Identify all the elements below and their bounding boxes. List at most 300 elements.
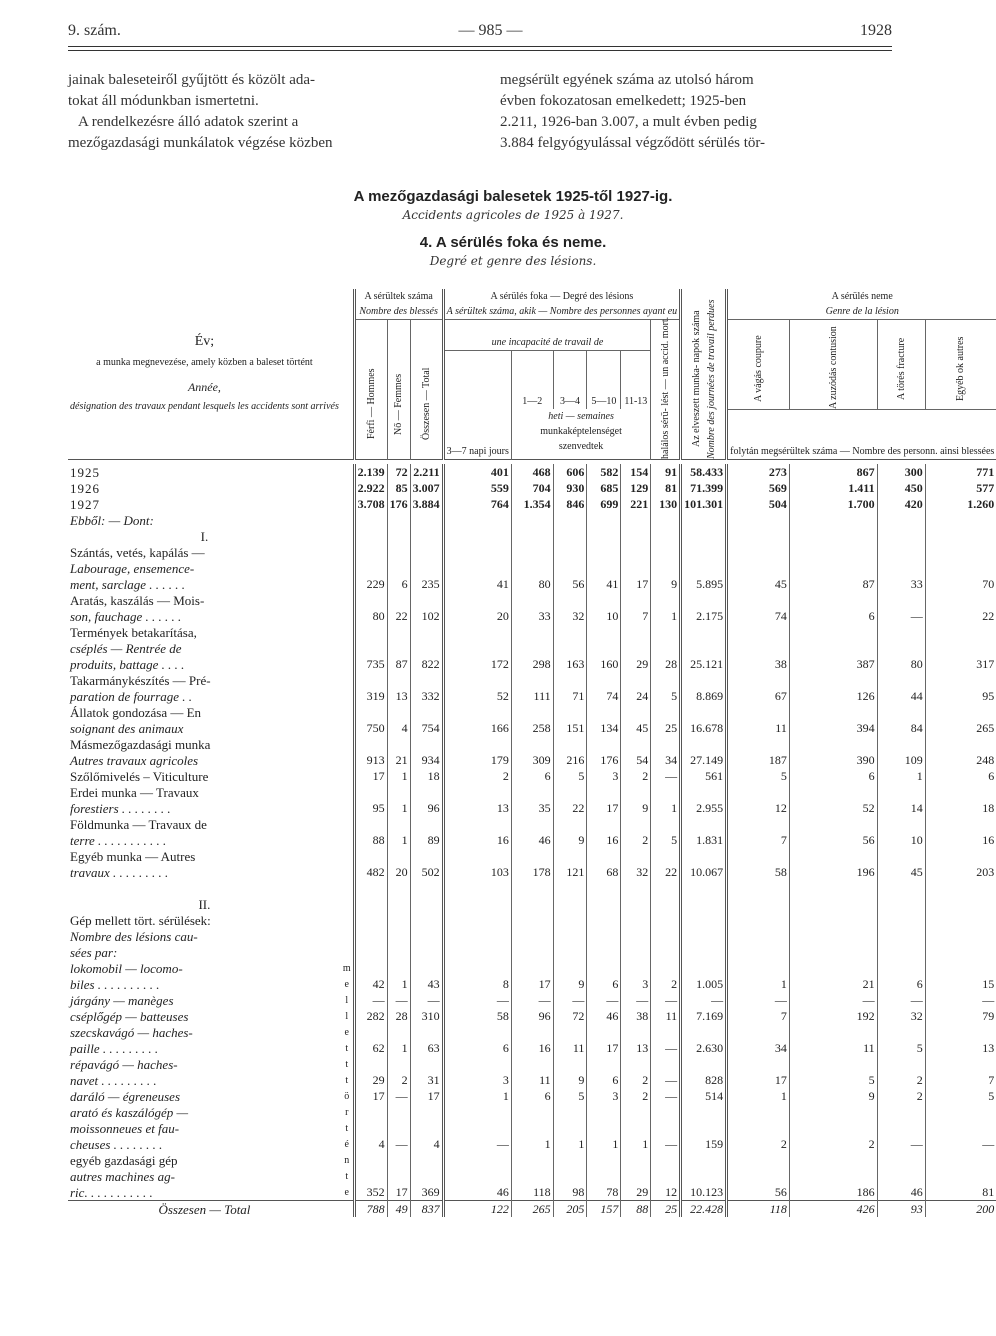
machine-row	[68, 1040, 996, 1056]
value-cell: 1	[387, 800, 410, 816]
value-cell	[681, 784, 727, 800]
value-cell: 6	[877, 976, 925, 992]
value-cell: 33	[877, 576, 925, 592]
value-cell	[553, 816, 587, 832]
value-cell	[727, 640, 790, 656]
value-cell	[387, 1168, 410, 1184]
value-cell: 151	[553, 720, 587, 736]
machine-row	[68, 976, 996, 992]
value-cell: —	[651, 1072, 681, 1088]
value-cell	[789, 672, 877, 688]
ebbol-row	[68, 512, 996, 528]
value-cell: 95	[354, 800, 387, 816]
value-cell: 1	[651, 800, 681, 816]
value-cell	[621, 784, 651, 800]
value-cell: 98	[553, 1184, 587, 1201]
value-cell: 352	[354, 1184, 387, 1201]
value-cell: 3.708	[354, 496, 387, 512]
fracture-head	[877, 320, 925, 410]
value-cell	[410, 704, 443, 720]
value-cell	[925, 848, 996, 864]
value-cell: 5	[553, 768, 587, 784]
value-cell: 5	[877, 1040, 925, 1056]
value-cell: 22	[387, 608, 410, 624]
value-cell: —	[511, 992, 553, 1008]
value-cell	[681, 960, 727, 976]
activity-row	[68, 768, 996, 784]
value-cell: 229	[354, 576, 387, 592]
value-cell	[789, 896, 877, 912]
value-cell: 5	[789, 1072, 877, 1088]
value-cell: —	[651, 992, 681, 1008]
side-cell: l	[345, 1011, 349, 1022]
total-row	[68, 1201, 996, 1218]
value-cell: 1.260	[925, 496, 996, 512]
value-cell	[877, 640, 925, 656]
row-label: sées par:	[70, 945, 118, 960]
value-cell	[681, 1120, 727, 1136]
value-cell	[925, 880, 996, 896]
value-cell: 9	[553, 832, 587, 848]
row-label: paration de fourrage . .	[70, 689, 193, 704]
activity-row	[68, 624, 996, 640]
value-cell: 7	[925, 1072, 996, 1088]
value-cell	[925, 528, 996, 544]
weeks-head	[511, 409, 650, 460]
value-cell	[651, 1024, 681, 1040]
total-head	[410, 320, 443, 460]
table-title: A mezőgazdasági balesetek 1925-től 1927-ig.	[353, 188, 673, 205]
value-cell: 62	[354, 1040, 387, 1056]
side-cell	[341, 752, 354, 768]
value-cell: 11	[789, 1040, 877, 1056]
value-cell	[410, 528, 443, 544]
value-cell	[621, 736, 651, 752]
value-cell: 45	[727, 576, 790, 592]
annee-label: Année,	[187, 380, 221, 394]
value-cell	[553, 848, 587, 864]
value-cell	[387, 528, 410, 544]
value-cell	[877, 672, 925, 688]
value-cell	[354, 1152, 387, 1168]
value-cell	[877, 880, 925, 896]
row-label: daráló — égreneuses	[70, 1089, 181, 1104]
value-cell: 88	[354, 832, 387, 848]
value-cell	[553, 896, 587, 912]
value-cell	[681, 592, 727, 608]
value-cell	[877, 1056, 925, 1072]
value-cell: —	[387, 1136, 410, 1152]
value-cell	[553, 880, 587, 896]
value-cell: 822	[410, 656, 443, 672]
value-cell: 29	[621, 656, 651, 672]
value-cell: 130	[651, 496, 681, 512]
row-label: II.	[198, 897, 211, 912]
value-cell	[354, 544, 387, 560]
value-cell	[789, 848, 877, 864]
value-cell	[553, 592, 587, 608]
row-label: 1927	[70, 497, 100, 512]
side-cell: t	[345, 1059, 349, 1070]
value-cell	[877, 816, 925, 832]
value-cell	[621, 1120, 651, 1136]
row-label: cséplőgép — batteuses	[70, 1009, 189, 1024]
value-cell	[681, 1104, 727, 1120]
value-cell	[443, 640, 511, 656]
value-cell	[877, 1152, 925, 1168]
value-cell: 317	[925, 656, 996, 672]
total-label: Összesen — Total	[420, 367, 432, 441]
ev-desc: a munka megnevezése, amely közben a baleset történt	[96, 357, 313, 368]
value-cell	[553, 960, 587, 976]
value-cell: 1	[387, 976, 410, 992]
days-head: 3—7 napi jours	[443, 351, 511, 460]
lost-days-label: Az elveszett munka- napok száma	[690, 310, 702, 448]
value-cell: 22	[925, 608, 996, 624]
value-cell: 21	[387, 752, 410, 768]
value-cell	[651, 672, 681, 688]
row-label: paille . . . . . . . . .	[70, 1041, 159, 1056]
side-cell	[341, 576, 354, 592]
value-cell	[587, 1024, 621, 1040]
value-cell	[410, 1120, 443, 1136]
value-cell: 1	[727, 1088, 790, 1104]
value-cell	[681, 816, 727, 832]
side-cell	[341, 608, 354, 624]
value-cell: 1	[587, 1136, 621, 1152]
value-cell	[587, 1104, 621, 1120]
value-cell	[354, 640, 387, 656]
value-cell: 179	[443, 752, 511, 768]
intro-left-line: jainak baleseteiről gyűjtött és közölt ada-	[68, 72, 316, 88]
value-cell	[681, 928, 727, 944]
value-cell: 27.149	[681, 752, 727, 768]
row-label: 1925	[70, 465, 100, 480]
value-cell: 32	[553, 608, 587, 624]
row-label: Takarmánykészítés — Pré-	[70, 673, 211, 688]
genre-sub: folytán megsérültek száma — Nombre des personn. ainsi blessées	[727, 409, 996, 460]
value-cell	[727, 528, 790, 544]
value-cell	[553, 784, 587, 800]
value-cell	[410, 1104, 443, 1120]
cut-head	[727, 320, 790, 410]
value-cell	[621, 528, 651, 544]
w1113-head: 11-13	[621, 351, 651, 409]
value-cell: 2	[621, 1088, 651, 1104]
value-cell	[681, 544, 727, 560]
value-cell	[621, 1024, 651, 1040]
value-cell: 6	[587, 976, 621, 992]
value-cell	[354, 944, 387, 960]
value-cell: 126	[789, 688, 877, 704]
value-cell	[443, 1120, 511, 1136]
value-cell: 735	[354, 656, 387, 672]
value-cell	[651, 912, 681, 928]
value-cell: 2	[621, 1072, 651, 1088]
activity-row	[68, 752, 996, 768]
value-cell: 134	[587, 720, 621, 736]
value-cell: 6	[789, 768, 877, 784]
value-cell: 42	[354, 976, 387, 992]
value-cell: 7	[621, 608, 651, 624]
value-cell	[789, 912, 877, 928]
value-cell: 265	[925, 720, 996, 736]
value-cell	[410, 1056, 443, 1072]
value-cell: 20	[387, 864, 410, 880]
value-cell: 176	[387, 496, 410, 512]
value-cell	[387, 880, 410, 896]
value-cell: 2	[727, 1136, 790, 1152]
value-cell	[354, 912, 387, 928]
value-cell	[443, 560, 511, 576]
value-cell: 837	[410, 1201, 443, 1218]
value-cell: 7	[727, 1008, 790, 1024]
value-cell: 35	[511, 800, 553, 816]
value-cell	[651, 640, 681, 656]
lost-days-label-fr: Nombre des journées de travail perdues	[705, 299, 717, 459]
value-cell	[621, 704, 651, 720]
value-cell	[925, 640, 996, 656]
value-cell: 699	[587, 496, 621, 512]
value-cell: 10	[587, 608, 621, 624]
value-cell	[587, 624, 621, 640]
value-cell: 1	[387, 832, 410, 848]
year-col-head	[68, 289, 341, 460]
value-cell	[387, 848, 410, 864]
value-cell: 934	[410, 752, 443, 768]
value-cell	[511, 1152, 553, 1168]
value-cell	[587, 672, 621, 688]
value-cell: 38	[727, 656, 790, 672]
value-cell: 426	[789, 1201, 877, 1218]
machine-row	[68, 1136, 996, 1152]
value-cell: 9	[789, 1088, 877, 1104]
row-label: Másmezőgazdasági munka	[70, 737, 211, 752]
value-cell	[387, 944, 410, 960]
degree-head	[443, 289, 681, 320]
value-cell	[387, 1120, 410, 1136]
value-cell: 25.121	[681, 656, 727, 672]
value-cell	[727, 960, 790, 976]
value-cell	[587, 912, 621, 928]
value-cell: 52	[443, 688, 511, 704]
side-cell: é	[344, 1139, 349, 1150]
men-head	[354, 320, 387, 460]
value-cell: 101.301	[681, 496, 727, 512]
value-cell	[354, 960, 387, 976]
value-cell: 3.007	[410, 480, 443, 496]
value-cell: 514	[681, 1088, 727, 1104]
value-cell	[511, 784, 553, 800]
value-cell	[511, 704, 553, 720]
value-cell: 6	[511, 1088, 553, 1104]
value-cell	[789, 1104, 877, 1120]
side-cell	[341, 480, 354, 496]
value-cell	[553, 544, 587, 560]
value-cell: 221	[621, 496, 651, 512]
value-cell	[925, 1104, 996, 1120]
machine-row	[68, 1056, 996, 1072]
value-cell: 332	[410, 688, 443, 704]
value-cell	[587, 528, 621, 544]
value-cell: 81	[925, 1184, 996, 1201]
value-cell	[925, 1168, 996, 1184]
lost-days-head	[681, 289, 727, 460]
value-cell: 1.354	[511, 496, 553, 512]
value-cell	[443, 528, 511, 544]
value-cell: 56	[553, 576, 587, 592]
value-cell: 5	[651, 832, 681, 848]
value-cell	[727, 672, 790, 688]
value-cell	[651, 784, 681, 800]
value-cell	[410, 512, 443, 528]
value-cell	[553, 672, 587, 688]
value-cell: 3	[621, 976, 651, 992]
value-cell	[681, 1056, 727, 1072]
cut-label: A vágás coupure	[753, 335, 765, 402]
value-cell	[621, 544, 651, 560]
value-cell: 2.630	[681, 1040, 727, 1056]
value-cell: 482	[354, 864, 387, 880]
value-cell	[410, 544, 443, 560]
value-cell	[681, 896, 727, 912]
value-cell	[410, 1024, 443, 1040]
value-cell: 17	[621, 576, 651, 592]
value-cell	[727, 544, 790, 560]
side-cell	[341, 912, 354, 928]
value-cell	[621, 512, 651, 528]
value-cell	[354, 816, 387, 832]
value-cell	[789, 544, 877, 560]
value-cell	[410, 944, 443, 960]
value-cell: 2.175	[681, 608, 727, 624]
value-cell	[789, 704, 877, 720]
value-cell: 87	[387, 656, 410, 672]
value-cell	[443, 1056, 511, 1072]
machine-row	[68, 992, 996, 1008]
value-cell	[727, 896, 790, 912]
value-cell: 788	[354, 1201, 387, 1218]
value-cell: 96	[410, 800, 443, 816]
year-row	[68, 480, 996, 496]
value-cell: 559	[443, 480, 511, 496]
value-cell	[789, 640, 877, 656]
value-cell	[410, 624, 443, 640]
w34-head: 3—4	[553, 351, 587, 409]
header-rule	[68, 46, 892, 47]
value-cell: 79	[925, 1008, 996, 1024]
row-label: Gép mellett tört. sérülések:	[70, 913, 211, 928]
value-cell	[877, 560, 925, 576]
value-cell	[410, 1152, 443, 1168]
value-cell	[354, 512, 387, 528]
value-cell	[410, 672, 443, 688]
value-cell: 561	[681, 768, 727, 784]
men-label: Férfi — Hommes	[365, 368, 377, 440]
value-cell	[553, 624, 587, 640]
value-cell	[443, 672, 511, 688]
value-cell: 78	[587, 1184, 621, 1201]
value-cell	[621, 960, 651, 976]
value-cell: 81	[651, 480, 681, 496]
value-cell	[387, 960, 410, 976]
value-cell	[727, 1120, 790, 1136]
value-cell: 56	[727, 1184, 790, 1201]
activity-row	[68, 864, 996, 880]
value-cell	[410, 560, 443, 576]
fracture-label: A törés fracture	[895, 337, 907, 400]
row-label: répavágó — haches-	[70, 1057, 178, 1072]
table-body	[68, 464, 996, 1217]
page-number: — 985 —	[458, 22, 523, 39]
row-label: navet . . . . . . . . .	[70, 1073, 157, 1088]
value-cell: 1	[727, 976, 790, 992]
value-cell	[651, 560, 681, 576]
value-cell: 1	[621, 1136, 651, 1152]
row-label: soignant des animaux	[70, 721, 184, 736]
value-cell: 2.139	[354, 464, 387, 480]
value-cell: 606	[553, 464, 587, 480]
value-cell	[651, 1056, 681, 1072]
row-label: Ebből: — Dont:	[70, 513, 154, 528]
value-cell: 18	[410, 768, 443, 784]
intro-left-column	[68, 70, 463, 154]
row-label: cséplés — Rentrée de	[70, 641, 182, 656]
value-cell	[410, 896, 443, 912]
value-cell: —	[443, 992, 511, 1008]
value-cell	[387, 1056, 410, 1072]
value-cell: 34	[727, 1040, 790, 1056]
row-label: járgány — manèges	[70, 993, 174, 1008]
value-cell: 34	[651, 752, 681, 768]
value-cell	[789, 560, 877, 576]
value-cell: 10	[877, 832, 925, 848]
side-cell	[341, 784, 354, 800]
value-cell: 300	[877, 464, 925, 480]
value-cell: —	[651, 1040, 681, 1056]
value-cell: 582	[587, 464, 621, 480]
value-cell: 46	[587, 1008, 621, 1024]
value-cell: 1	[651, 608, 681, 624]
value-cell: 46	[511, 832, 553, 848]
value-cell	[651, 1104, 681, 1120]
table-subtitle: 4. A sérülés foka és neme.	[419, 234, 607, 251]
value-cell	[354, 560, 387, 576]
value-cell	[727, 1168, 790, 1184]
value-cell: 12	[727, 800, 790, 816]
value-cell: 15	[925, 976, 996, 992]
value-cell	[511, 1104, 553, 1120]
side-cell	[341, 464, 354, 480]
value-cell	[587, 816, 621, 832]
value-cell	[727, 912, 790, 928]
value-cell	[727, 704, 790, 720]
genre-label-fr: Genre de la lésion	[825, 306, 899, 317]
value-cell: 186	[789, 1184, 877, 1201]
value-cell	[925, 960, 996, 976]
value-cell: 43	[410, 976, 443, 992]
side-cell	[341, 736, 354, 752]
value-cell: 85	[387, 480, 410, 496]
value-cell: 6	[925, 768, 996, 784]
value-cell	[511, 1168, 553, 1184]
side-cell	[341, 640, 354, 656]
value-cell: 21	[789, 976, 877, 992]
value-cell: 71.399	[681, 480, 727, 496]
value-cell: 121	[553, 864, 587, 880]
value-cell	[681, 672, 727, 688]
machine-row	[68, 1104, 996, 1120]
